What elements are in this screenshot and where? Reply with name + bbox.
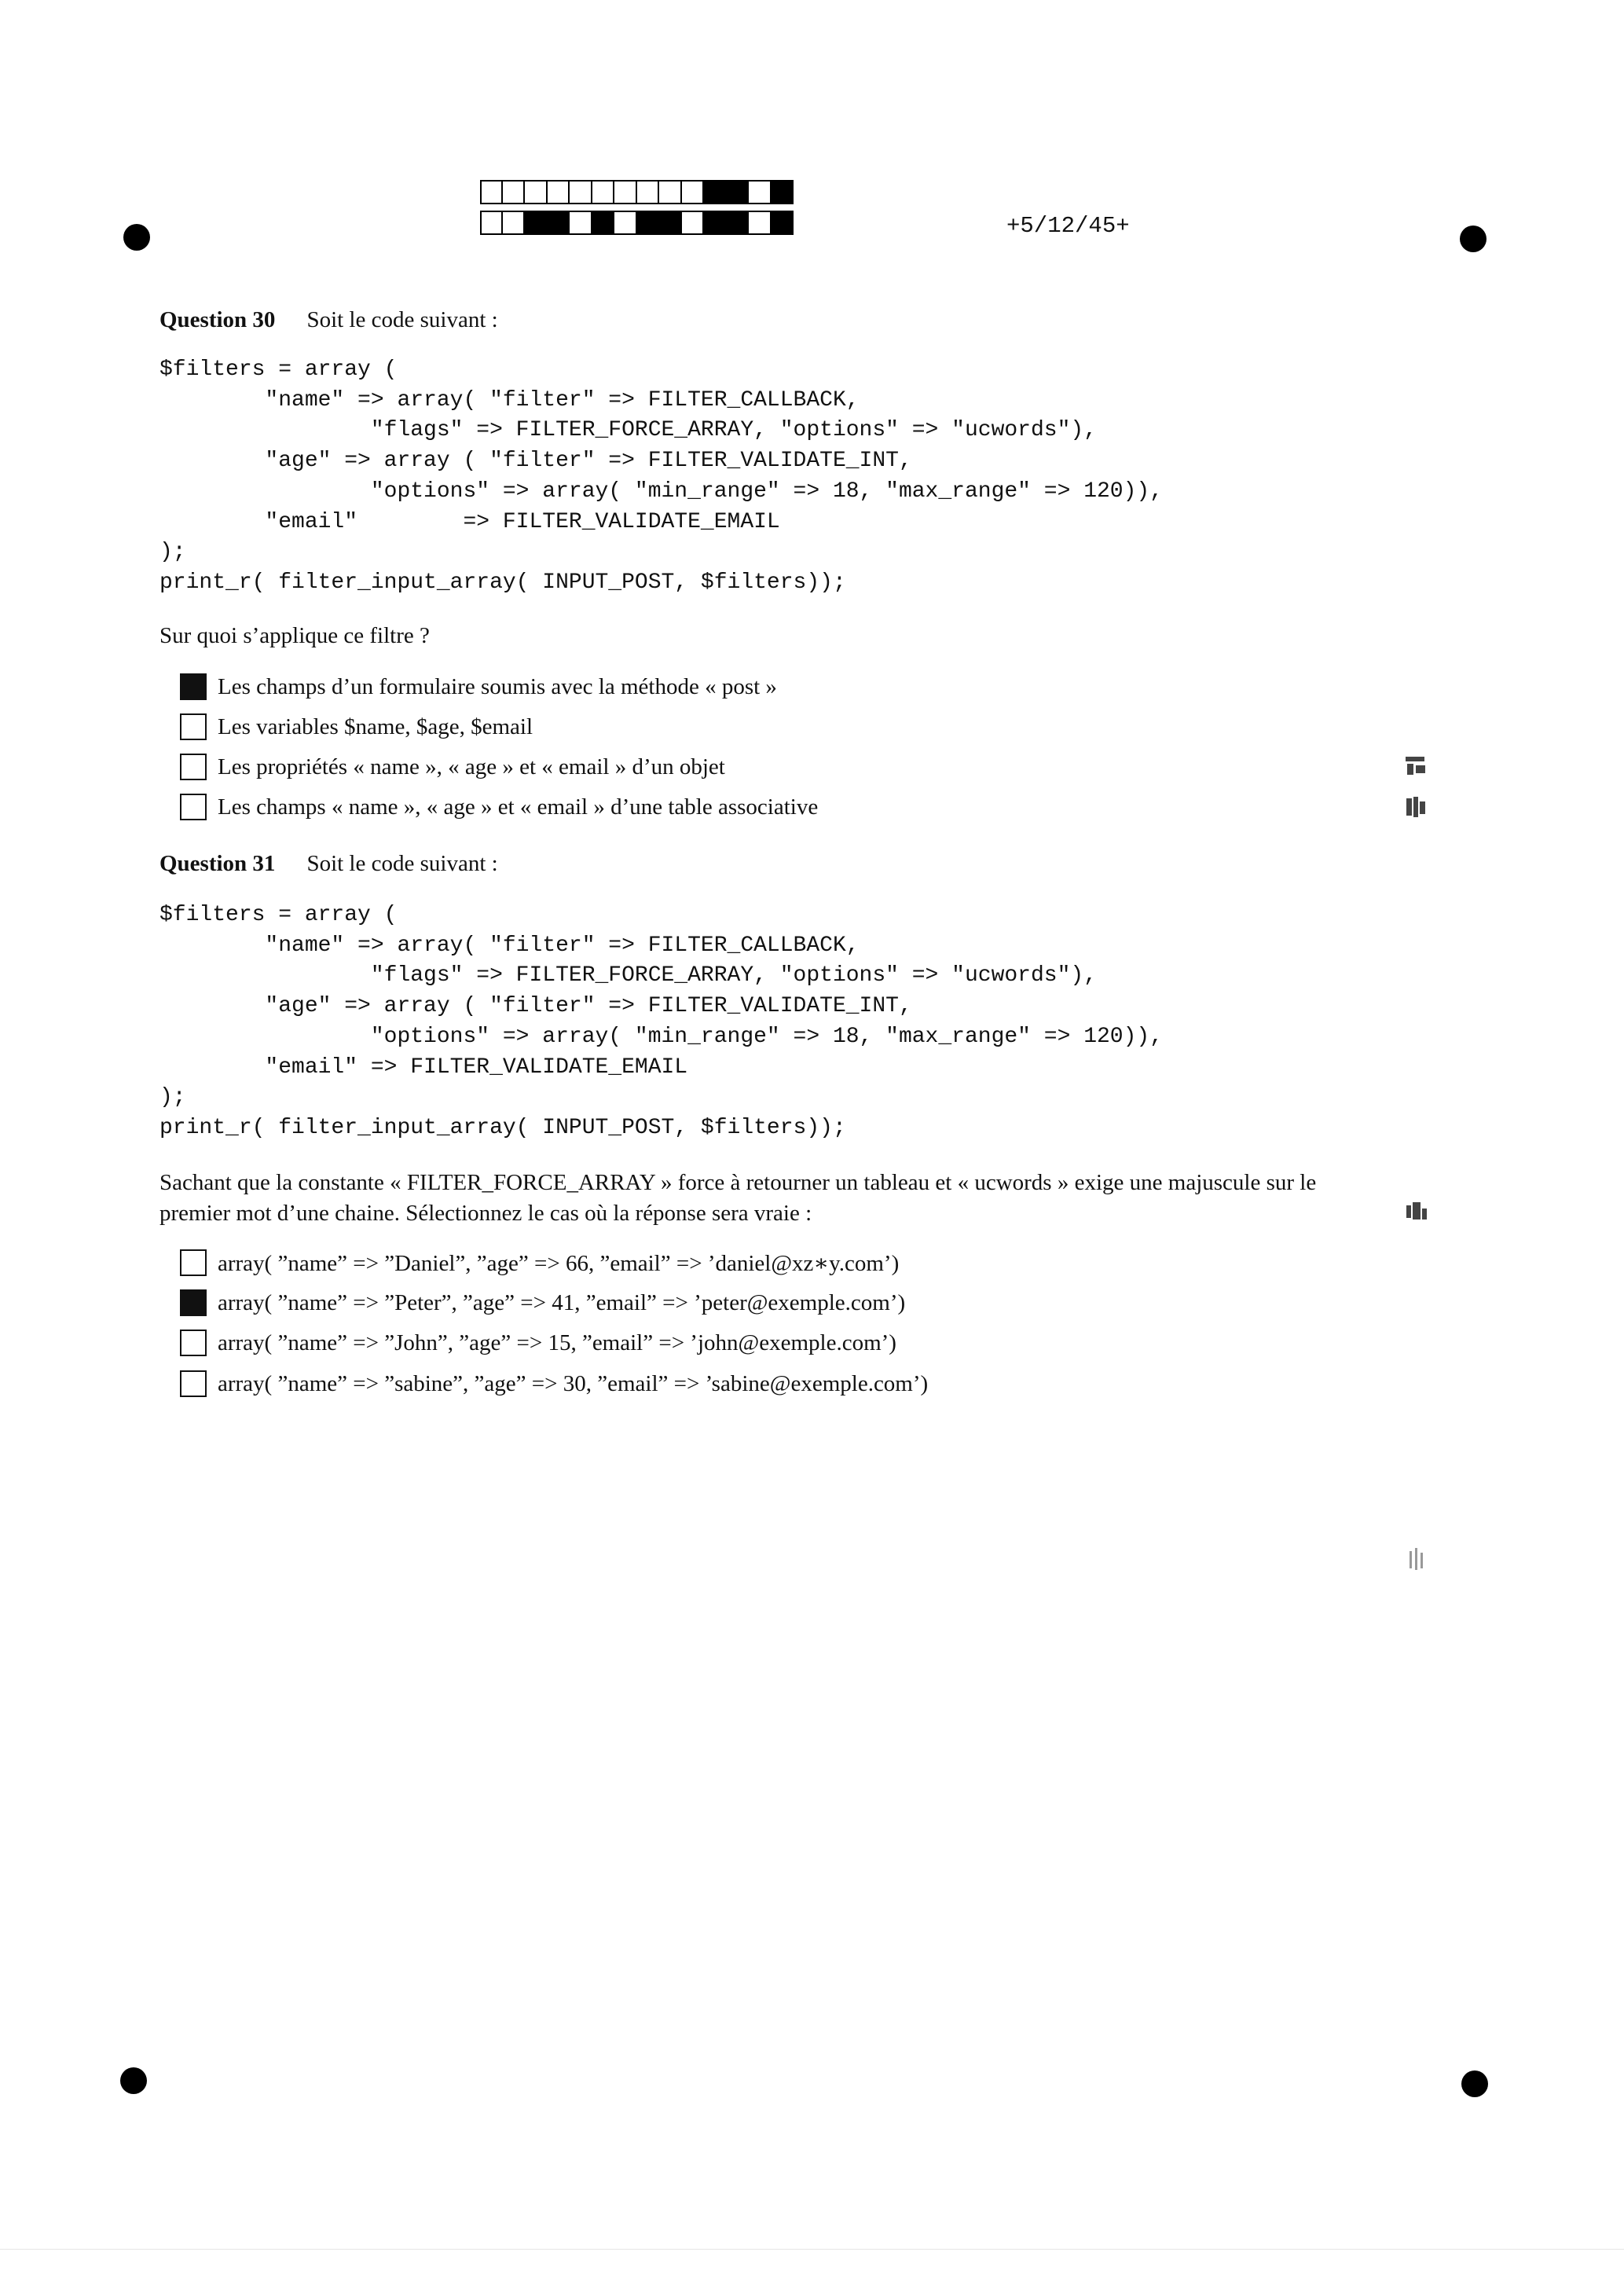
question-31-header (159, 851, 498, 877)
barcode-row-2-cell (480, 211, 503, 235)
barcode-row-1-cell (548, 180, 570, 204)
q30-choice-3[interactable] (180, 751, 725, 783)
barcode-row-2-cell (548, 211, 570, 235)
barcode-row-2-cell (614, 211, 637, 235)
barcode-row-1-cell (480, 180, 503, 204)
question-30-prompt: Sur quoi s’applique ce filtre ? (159, 623, 430, 648)
q30-choice-2-label: Les variables $name, $age, $email (218, 713, 533, 739)
scan-artifact-2 (1404, 795, 1428, 822)
q31-checkbox-4[interactable] (180, 1370, 207, 1397)
q30-choice-3-label: Les propriétés « name », « age » et « email » d’un objet (218, 754, 725, 779)
question-31-prompt-line-2: premier mot d’une chaine. Sélectionnez le cas où la réponse sera vraie : (159, 1201, 812, 1226)
barcode-row-2-cell (659, 211, 682, 235)
q30-checkbox-2[interactable] (180, 713, 207, 740)
scan-artifact-3 (1405, 1201, 1428, 1227)
q31-choice-2[interactable] (180, 1287, 905, 1319)
barcode-row-2-cell (772, 211, 794, 235)
question-30-code: $filters = array ( "name" => array( "filter" => FILTER_CALLBACK, "flags" => FILTER_FORCE_ARRAY, "options" => "ucwords"), "age" => array ( "filter" => FILTER_VALIDATE_INT, "options" => array( "min_range" => 18, "max_range" => 120)), "email" => FILTER_VALIDATE_EMAIL ); print_r( filter_input_array( INPUT_POST, $filters)); (159, 358, 1164, 595)
q30-choice-1-label: Les champs d’un formulaire soumis avec la méthode « post » (218, 673, 777, 699)
barcode-row-2-cell (570, 211, 592, 235)
q31-checkbox-3[interactable] (180, 1330, 207, 1356)
question-31-number: Question 31 (159, 851, 276, 876)
registration-mark-top-left (123, 224, 150, 251)
q31-checkbox-2[interactable] (180, 1289, 207, 1316)
barcode-row-1-cell (682, 180, 705, 204)
barcode-row-1-cell (637, 180, 660, 204)
barcode-row-1-cell (704, 180, 727, 204)
page-reference: +5/12/45+ (1006, 213, 1130, 239)
question-31-code: $filters = array ( "name" => array( "filter" => FILTER_CALLBACK, "flags" => FILTER_FORCE_ARRAY, "options" => "ucwords"), "age" => array ( "filter" => FILTER_VALIDATE_INT, "options" => array( "min_range" => 18, "max_range" => 120)), "email" => FILTER_VALIDATE_EMAIL ); print_r( filter_input_array( INPUT_POST, $filters)); (159, 903, 1164, 1140)
page-barcode-row-2 (480, 211, 794, 235)
q31-choice-1[interactable] (180, 1247, 899, 1278)
q30-checkbox-3[interactable] (180, 754, 207, 780)
barcode-row-1-cell (749, 180, 772, 204)
question-30-number: Question 30 (159, 307, 276, 332)
barcode-row-1-cell (525, 180, 548, 204)
barcode-row-2-cell (525, 211, 548, 235)
q31-choice-4[interactable] (180, 1368, 928, 1399)
q30-choice-4[interactable] (180, 791, 818, 823)
barcode-row-2-cell (637, 211, 660, 235)
q30-choice-1[interactable] (180, 671, 777, 702)
q30-checkbox-4[interactable] (180, 794, 207, 820)
question-30-header (159, 307, 498, 333)
barcode-row-2-cell (727, 211, 750, 235)
barcode-row-1-cell (772, 180, 794, 204)
q31-checkbox-1[interactable] (180, 1249, 207, 1276)
barcode-row-1-cell (503, 180, 526, 204)
registration-mark-top-right (1460, 226, 1487, 252)
scan-artifact-1 (1404, 754, 1428, 781)
scan-artifact-4 (1406, 1548, 1430, 1575)
question-31-intro: Soit le code suivant : (306, 851, 498, 876)
q30-choice-2[interactable] (180, 711, 533, 743)
q31-choice-2-label: array( ”name” => ”Peter”, ”age” => 41, ”email” => ’peter@exemple.com’) (218, 1289, 906, 1315)
barcode-row-1-cell (570, 180, 592, 204)
q31-choice-4-label: array( ”name” => ”sabine”, ”age” => 30, ”email” => ’sabine@exemple.com’) (218, 1370, 929, 1396)
barcode-row-1-cell (614, 180, 637, 204)
barcode-row-1-cell (727, 180, 750, 204)
q30-choice-4-label: Les champs « name », « age » et « email » d’une table associative (218, 794, 819, 820)
barcode-row-2-cell (704, 211, 727, 235)
barcode-row-2-cell (503, 211, 526, 235)
barcode-row-2-cell (592, 211, 615, 235)
question-31-prompt-line-1: Sachant que la constante « FILTER_FORCE_ARRAY » force à retourner un tableau et « ucwords » exige une majuscule sur le (159, 1170, 1317, 1195)
page-barcode-row-1 (480, 180, 794, 204)
barcode-row-2-cell (749, 211, 772, 235)
barcode-row-2-cell (682, 211, 705, 235)
barcode-row-1-cell (659, 180, 682, 204)
registration-mark-bottom-left (120, 2067, 147, 2094)
question-30-intro: Soit le code suivant : (306, 307, 498, 332)
registration-mark-bottom-right (1461, 2070, 1488, 2097)
page-bottom-edge (0, 2249, 1624, 2250)
q31-choice-3-label: array( ”name” => ”John”, ”age” => 15, ”email” => ’john@exemple.com’) (218, 1330, 896, 1355)
barcode-row-1-cell (592, 180, 615, 204)
q31-choice-1-label: array( ”name” => ”Daniel”, ”age” => 66, ”email” => ’daniel@xz∗y.com’) (218, 1250, 900, 1276)
q30-checkbox-1[interactable] (180, 673, 207, 700)
q31-choice-3[interactable] (180, 1327, 896, 1359)
